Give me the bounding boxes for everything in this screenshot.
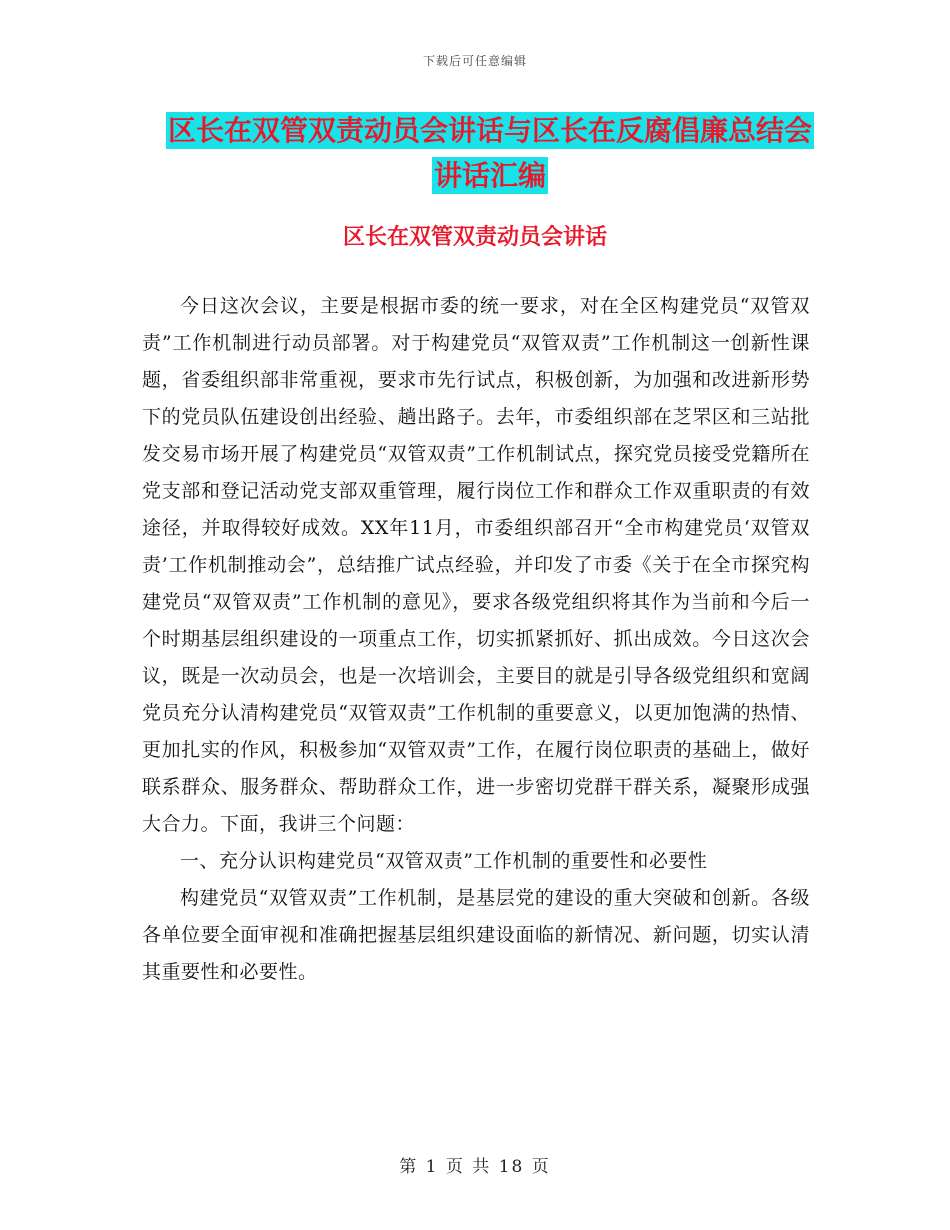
document-title	[140, 108, 840, 198]
document-title-line-2: 讲话汇编	[433, 159, 546, 192]
document-title-line-1: 区长在双管双责动员会讲话与区长在反腐倡廉总结会	[167, 114, 812, 147]
header-note: 下载后可任意编辑	[422, 54, 527, 68]
section-title: 区长在双管双责动员会讲话	[342, 225, 607, 250]
document-body	[142, 288, 810, 991]
paragraph-heading-one: 一、充分认识构建党员“双管双责”工作机制的重要性和必要性	[180, 850, 708, 872]
paragraph-section-one: 构建党员“双管双责”工作机制，是基层党的建设的重大突破和创新。各级各单位要全面审视和准确把握基层组织建设面临的新情况、新问题，切实认清其重要性和必要性。	[142, 887, 810, 983]
page-number-footer: 第 1 页 共 18 页	[399, 1157, 551, 1177]
paragraph-intro: 今日这次会议，主要是根据市委的统一要求，对在全区构建党员“双管双责”工作机制进行动员部署。对于构建党员“双管双责”工作机制这一创新性课题，省委组织部非常重视，要求市先行试点，积极创新，为加强和改进新形势下的党员队伍建设创出经验、趟出路子。去年，市委组织部在芝罘区和三站批发交易市场开展了构建党员“双管双责”工作机制试点，探究党员接受党籍所在党支部和登记活动党支部双重管理，履行岗位工作和群众工作双重职责的有效途径，并取得较好成效。XX年11月，市委组织部召开“全市构建党员‘双管双责’工作机制推动会”，总结推广试点经验，并印发了市委《关于在全市探究构建党员“双管双责”工作机制的意见》，要求各级党组织将其作为当前和今后一个时期基层组织建设的一项重点工作，切实抓紧抓好、抓出成效。今日这次会议，既是一次动员会，也是一次培训会，主要目的就是引导各级党组织和宽阔党员充分认清构建党员“双管双责”工作机制的重要意义，以更加饱满的热情、更加扎实的作风，积极参加“双管双责”工作，在履行岗位职责的基础上，做好联系群众、服务群众、帮助群众工作，进一步密切党群干群关系，凝聚形成强大合力。下面，我讲三个问题：	[142, 295, 810, 835]
